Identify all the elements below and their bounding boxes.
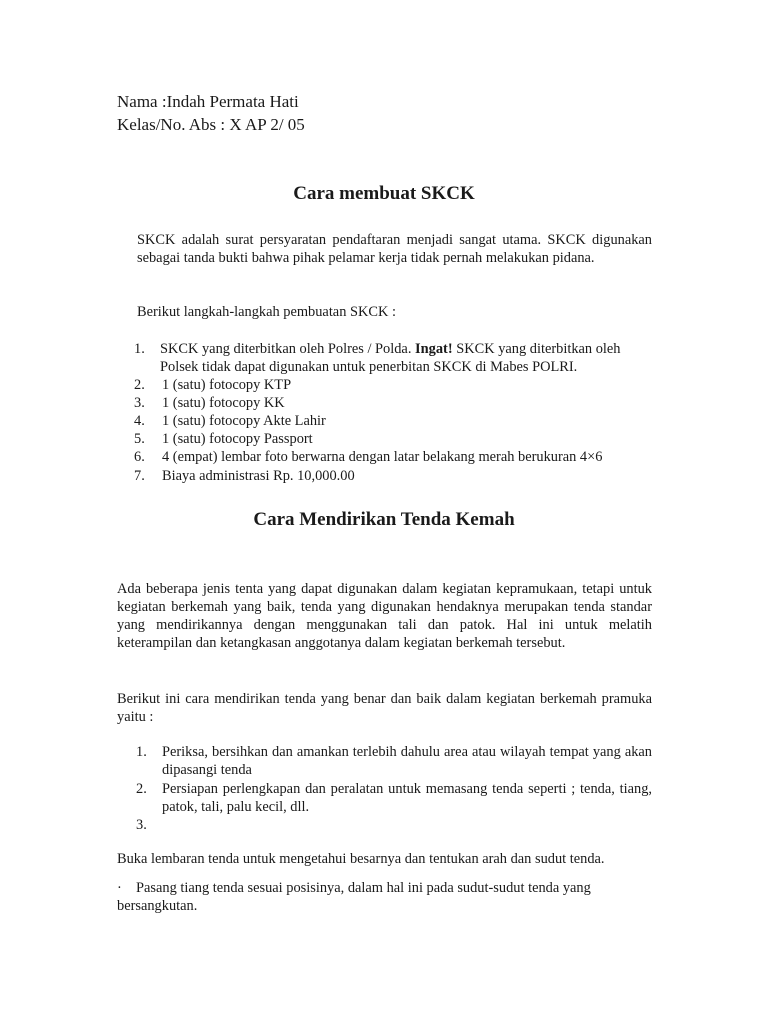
list-item-number: 3. [136, 817, 147, 833]
list-item-number: 3. [134, 395, 145, 411]
student-name: Nama :Indah Permata Hati [117, 92, 299, 111]
list-item-number: 6. [134, 449, 145, 465]
section2-paragraph: Buka lembaran tenda untuk mengetahui besarnya dan tentukan arah dan sudut tenda. [117, 851, 605, 867]
list-item-number: 5. [134, 431, 145, 447]
student-class: Kelas/No. Abs : X AP 2/ 05 [117, 115, 305, 134]
bullet-marker: · [117, 880, 122, 896]
list-item: 1 (satu) fotocopy Akte Lahir [162, 413, 326, 429]
section1-title: Cara membuat SKCK [293, 183, 475, 204]
list-item: 4 (empat) lembar foto berwarna dengan latar belakang merah berukuran 4×6 [162, 449, 603, 465]
section1-lead: Berikut langkah-langkah pembuatan SKCK : [137, 304, 396, 320]
list-item: 1 (satu) fotocopy KTP [162, 377, 292, 393]
list-item-emphasis: Ingat! [415, 341, 453, 357]
section2-paragraph: Berikut ini cara mendirikan tenda yang benar dan baik dalam kegiatan berkemah pramuka yaitu : [117, 691, 652, 725]
list-item: Persiapan perlengkapan dan peralatan untuk memasang tenda seperti ; tenda, tiang, patok, tali, palu kecil, dll. [162, 781, 652, 815]
list-item: 1 (satu) fotocopy KK [162, 395, 285, 411]
list-item-number: 1. [136, 744, 147, 760]
list-item-text: SKCK yang diterbitkan oleh Polres / Polda. [160, 341, 412, 357]
list-item-number: 1. [134, 341, 145, 357]
list-item: Biaya administrasi Rp. 10,000.00 [162, 468, 355, 484]
section2-paragraph: Ada beberapa jenis tenta yang dapat digunakan dalam kegiatan kepramukaan, tetapi untuk kegiatan berkemah yang baik, tenda yang digunakan hendaknya merupakan tenda standar yang mendirikannya dengan menggunakan tali dan patok. Hal ini untuk melatih keterampilan dan ketangkasan anggotanya dalam kegiatan berkemah tersebut. [117, 581, 652, 651]
list-item: Periksa, bersihkan dan amankan terlebih dahulu area atau wilayah tempat yang akan dipasangi tenda [162, 744, 652, 778]
section2-title: Cara Mendirikan Tenda Kemah [253, 509, 515, 530]
list-item-number: 2. [134, 377, 145, 393]
section2-paragraph: Pasang tiang tenda sesuai posisinya, dalam hal ini pada sudut-sudut tenda yang bersangkutan. [117, 880, 591, 914]
list-item-number: 7. [134, 468, 145, 484]
list-item: 1 (satu) fotocopy Passport [162, 431, 313, 447]
list-item-number: 2. [136, 781, 147, 797]
list-item [160, 340, 660, 376]
list-item-number: 4. [134, 413, 145, 429]
list-item-text: SKCK yang diterbitkan oleh Polsek tidak dapat digunakan untuk penerbitan SKCK di Mabes POLRI. [160, 341, 621, 375]
section1-intro: SKCK adalah surat persyaratan pendaftaran menjadi sangat utama. SKCK digunakan sebagai tanda bukti bahwa pihak pelamar kerja tidak pernah melakukan pidana. [137, 232, 652, 266]
